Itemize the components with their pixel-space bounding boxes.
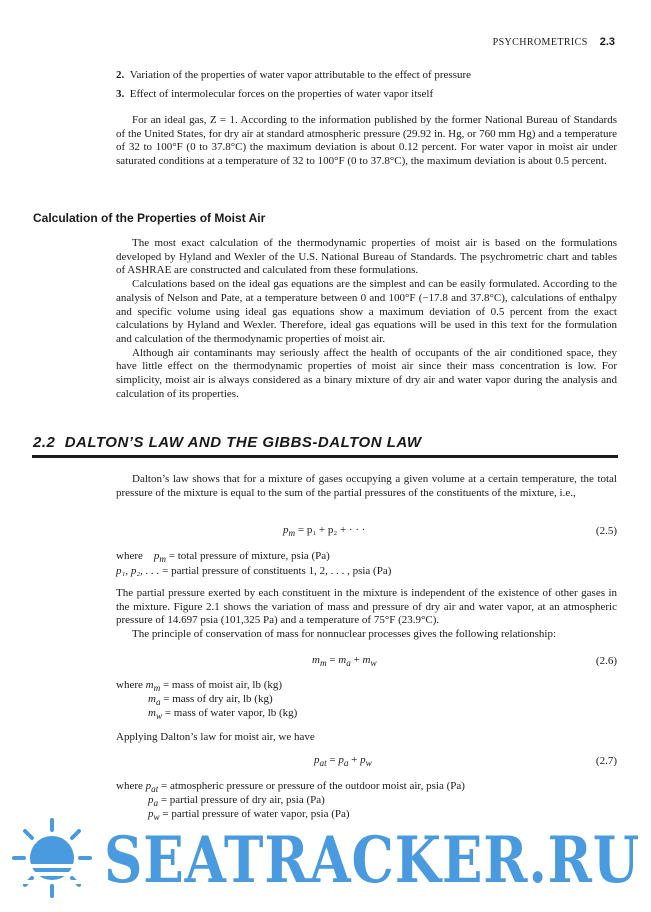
equation-subscript: m <box>319 658 327 669</box>
where-word: where <box>116 550 143 562</box>
sun-icon <box>0 820 110 896</box>
subsection-body <box>116 237 617 401</box>
where-line: where $p_{at}$ = atmospheric pressure or pressure of the outdoor moist air, psia (Pa) <box>116 780 465 795</box>
equation-number-2-5: (2.5) <box>595 525 617 537</box>
paragraph-ideal-gas: For an ideal gas, Z = 1. According to the information published by the former National Bureau of Standards of the United States, for dry air at standard atmospheric pressure (29.92 in. Hg, or 760 mm Hg) and a temperature of 32 to 100°F (0 to 37.8°C) the maximum deviation is about 0.12 percent. For water vapor in moist air under saturated conditions at a temperature of 32 to 100°F (0 to 37.8°C), the maximum deviation is about 0.5 percent. <box>116 114 617 168</box>
page-number: 2.3 <box>599 36 615 48</box>
paragraph-applying: Applying Dalton’s law for moist air, we have <box>116 731 315 743</box>
running-header-section: PSYCHROMETRICS <box>492 37 588 48</box>
running-header <box>493 36 615 48</box>
equation-2-5 <box>283 524 365 538</box>
symbol-subscript: m <box>153 683 161 694</box>
paragraph-principle: The principle of conservation of mass for nonnuclear processes gives the following relationship: <box>132 628 556 640</box>
equation-number-2-6: (2.6) <box>595 655 617 667</box>
list-item-number: 3. <box>116 88 125 100</box>
symbol-subscript: a <box>153 798 159 809</box>
equation-subscript: w <box>370 658 377 669</box>
symbol-subscript: m <box>159 554 166 565</box>
equation-2-7: $p_{at} = p_a + p_w$ <box>314 754 372 769</box>
where-line: where $m_m$ = mass of moist air, lb (kg) <box>116 679 283 694</box>
where-line: $m_w$ = mass of water vapor, lb (kg) <box>148 707 298 722</box>
definition: = total pressure of mixture, psia (Pa) <box>166 550 330 562</box>
paragraph: Calculations based on the ideal gas equations are the simplest and can be easily formulated. According to the analysis of Nelson and Pate, at a temperature between 0 and 100°F (−17.8 and 37.8°C), calculations of enthalpy and specific volume using ideal gas equations show a maximum deviation of 0.5 percent from the exact calculations by Hyland and Wexler. Therefore, ideal gas equations will be used in this text for the formulation and calculation of the thermodynamic properties of moist air. <box>116 278 617 345</box>
where-word: where <box>116 780 143 792</box>
definition: = mass of moist air, lb (kg) <box>160 679 283 691</box>
definition: = partial pressure of dry air, psia (Pa) <box>158 794 325 806</box>
equation-number-2-7: (2.7) <box>595 755 617 767</box>
equation-lhs: p <box>283 524 289 536</box>
equation-subscript: m <box>288 528 296 539</box>
watermark <box>0 818 651 907</box>
list-item-number: 2. <box>116 69 125 81</box>
section-number: 2.2 <box>33 434 56 451</box>
symbol-subscript: w <box>155 711 163 722</box>
list-item <box>116 69 616 83</box>
where-word: where <box>116 679 143 691</box>
definition: = partial pressure of constituents 1, 2, . . . , psia (Pa) <box>159 565 392 577</box>
paragraph: Although air contaminants may seriously affect the health of occupants of the air conditioned space, they have little effect on the thermodynamic properties of moist air since their mass concentration is low. For simplicity, moist air is always considered as a binary mixture of dry air and water vapor during the analysis and calculation of its properties. <box>116 346 617 400</box>
definition: = mass of water vapor, lb (kg) <box>162 707 298 719</box>
watermark-text: SEATRACKER.RU <box>104 823 640 898</box>
section-rule <box>32 455 618 458</box>
list-item <box>116 88 616 102</box>
equation-2-6: $m_m = m_a + m_w$ <box>312 654 377 669</box>
paragraph-dalton: Dalton’s law shows that for a mixture of gases occupying a given volume at a certain temperature, the total pressure of the mixture is equal to the sum of the partial pressures of the constituents of the mixture, i.e., <box>116 473 617 499</box>
where-line: $p_w$ = partial pressure of water vapor, psia (Pa) <box>148 808 350 823</box>
paragraph-partial-pressure: The partial pressure exerted by each constituent in the mixture is independent of the existence of other gases in the mixture. Figure 2.1 shows the variation of mass and pressure of dry air and water vapor, at an atmospheric pressure of 14.697 psia (101,325 Pa) and a temperature of 75°F (23.9°C). <box>116 587 617 627</box>
equation-rhs: = p₁ + p₂ + · · · <box>297 524 366 536</box>
where-line <box>116 565 391 579</box>
equation-subscript: at <box>319 758 327 769</box>
paragraph: The most exact calculation of the thermodynamic properties of moist air is based on the formulations developed by Hyland and Wexler of the U.S. National Bureau of Standards. The psychrometric chart and tables of ASHRAE are constructed and calculated from these formulations. <box>116 237 617 277</box>
definition: = atmospheric pressure or pressure of the outdoor moist air, psia (Pa) <box>158 780 465 792</box>
equation-subscript: w <box>365 758 372 769</box>
list-item-text: Effect of intermolecular forces on the properties of water vapor itself <box>129 88 434 100</box>
watermark-graphic <box>0 818 651 907</box>
section-title-text: DALTON’S LAW AND THE GIBBS-DALTON LAW <box>64 434 422 451</box>
equation-subscript: a <box>343 758 349 769</box>
definition: = partial pressure of water vapor, psia (Pa) <box>159 808 350 820</box>
symbol-subscript: w <box>153 812 160 823</box>
where-line: $m_a$ = mass of dry air, lb (kg) <box>148 693 273 708</box>
symbol: p <box>153 550 160 562</box>
definition: = mass of dry air, lb (kg) <box>160 693 273 705</box>
section-title <box>33 434 422 451</box>
subsection-title: Calculation of the Properties of Moist Air <box>33 211 266 225</box>
symbol: p₁, p₂, . . . <box>116 565 160 577</box>
symbol-subscript: at <box>151 784 159 795</box>
symbol-subscript: a <box>155 697 161 708</box>
list-item-text: Variation of the properties of water vapor attributable to the effect of pressure <box>129 69 472 81</box>
equation-subscript: a <box>346 658 351 669</box>
where-line: $p_a$ = partial pressure of dry air, psia (Pa) <box>148 794 325 809</box>
